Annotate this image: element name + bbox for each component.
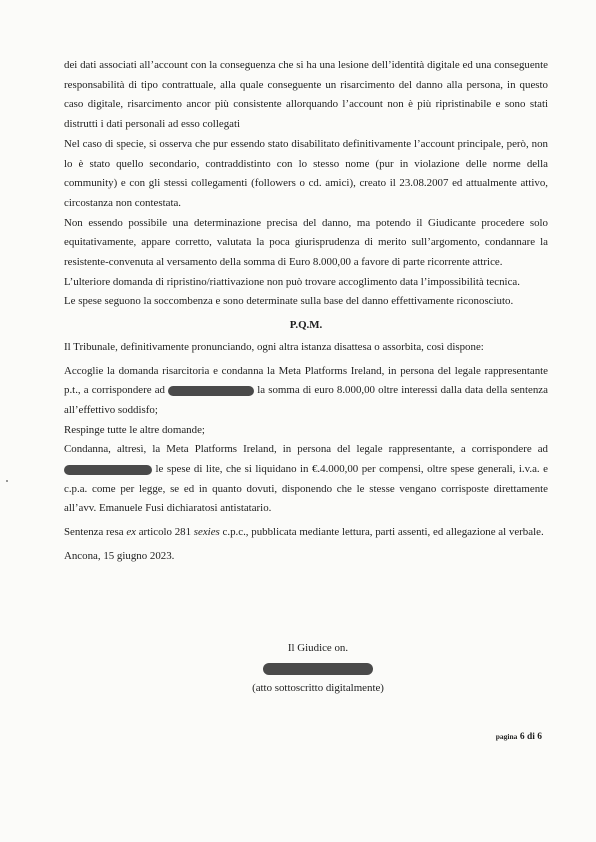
- paragraph-2: Nel caso di specie, si osserva che pur essendo stato disabilitato definitivamente l’account principale, però, non lo è stato quello secondario, contraddistinto con lo stesso nome (pur in violazione delle norme della community) e con gli stessi collegamenti (followers o cd. amici), creato il 23.08.2007 ed attualmente attivo, circostanza non contestata.: [64, 137, 548, 209]
- paragraph-3: Non essendo possibile una determinazione precisa del danno, ma potendo il Giudicante procedere solo equitativamente, appare corretto, valutata la poca giurisprudenza di merito sull’argomento, condannare la resistente-convenuta al versamento della somma di Euro 8.000,00 a favore di parte ricorrente attrice.: [64, 216, 548, 269]
- pqm-item-3-text-b: le spese di lite, che si liquidano in €.4.000,00 per compensi, oltre spese generali, i.v.a. e c.p.a. come per legge, se ed in quanto dovuti, disponendo che le stesse vengano corrisposte direttamente all’avv. Emanuele Fusi dichiaratosi antistatario.: [64, 463, 548, 515]
- paragraph-5: Le spese seguono la soccombenza e sono determinate sulla base del danno effettivamente riconosciuto.: [64, 295, 514, 308]
- pqm-item-2: Respinge tutte le altre domande;: [64, 423, 205, 436]
- signature-note: (atto sottoscritto digitalmente): [252, 682, 384, 694]
- sentenza-sexies: sexies: [193, 526, 220, 539]
- page-number: [496, 732, 542, 742]
- sentenza-text-a: Sentenza resa: [64, 526, 124, 539]
- redaction-mark: [64, 465, 152, 475]
- sentenza-text-c: c.p.c., pubblicata mediante lettura, parti assenti, ed allegazione al verbale.: [222, 526, 544, 539]
- sentenza-text-b: articolo 281: [138, 526, 192, 539]
- pqm-item-3-text-a: Condanna, altresì, la Meta Platforms Ireland, in persona del legale rappresentante, a corrispondere ad: [64, 443, 548, 456]
- page-count: 6 di 6: [519, 732, 542, 742]
- pqm-item-1: [64, 362, 548, 421]
- paragraph-4: L’ulteriore domanda di ripristino/riattivazione non può trovare accoglimento data l’impossibilità tecnica.: [64, 275, 520, 288]
- redaction-mark: [168, 386, 254, 396]
- pqm-intro: Il Tribunale, definitivamente pronunciando, ogni altra istanza disattesa o assorbita, così dispone:: [64, 340, 484, 353]
- page-word: pagina: [495, 732, 518, 741]
- scan-speck: [6, 480, 8, 482]
- sentenza-paragraph: [64, 523, 548, 543]
- pqm-item-1-text-a: Accoglie la domanda risarcitoria e condanna la Meta Platforms Ireland, in persona del legale rappresentante p.t., a corrispondere ad: [64, 364, 548, 397]
- place-date: Ancona, 15 giugno 2023.: [64, 549, 175, 562]
- pqm-item-3: [64, 440, 548, 519]
- paragraph-1: dei dati associati all’account con la conseguenza che si ha una lesione dell’identità digitale ed una conseguente responsabilità di tipo contrattuale, alla quale conseguente un risarcimento del danno alla persona, in questo caso digitale, risarcimento ancor più consistente allorquando l’account non è più ripristinabile e sono stati distrutti i dati personali ad esso collegati: [64, 59, 548, 131]
- judge-title: Il Giudice on.: [287, 642, 349, 654]
- signature-block: [0, 638, 596, 698]
- signature-redaction: [263, 663, 373, 675]
- pqm-item-1-text-b: la somma di euro 8.000,00 oltre interessi dalla data della sentenza all’effettivo soddisfo;: [64, 384, 548, 416]
- pqm-heading: P.Q.M.: [289, 319, 323, 332]
- sentenza-ex: ex: [126, 526, 136, 539]
- document-body: [64, 56, 548, 567]
